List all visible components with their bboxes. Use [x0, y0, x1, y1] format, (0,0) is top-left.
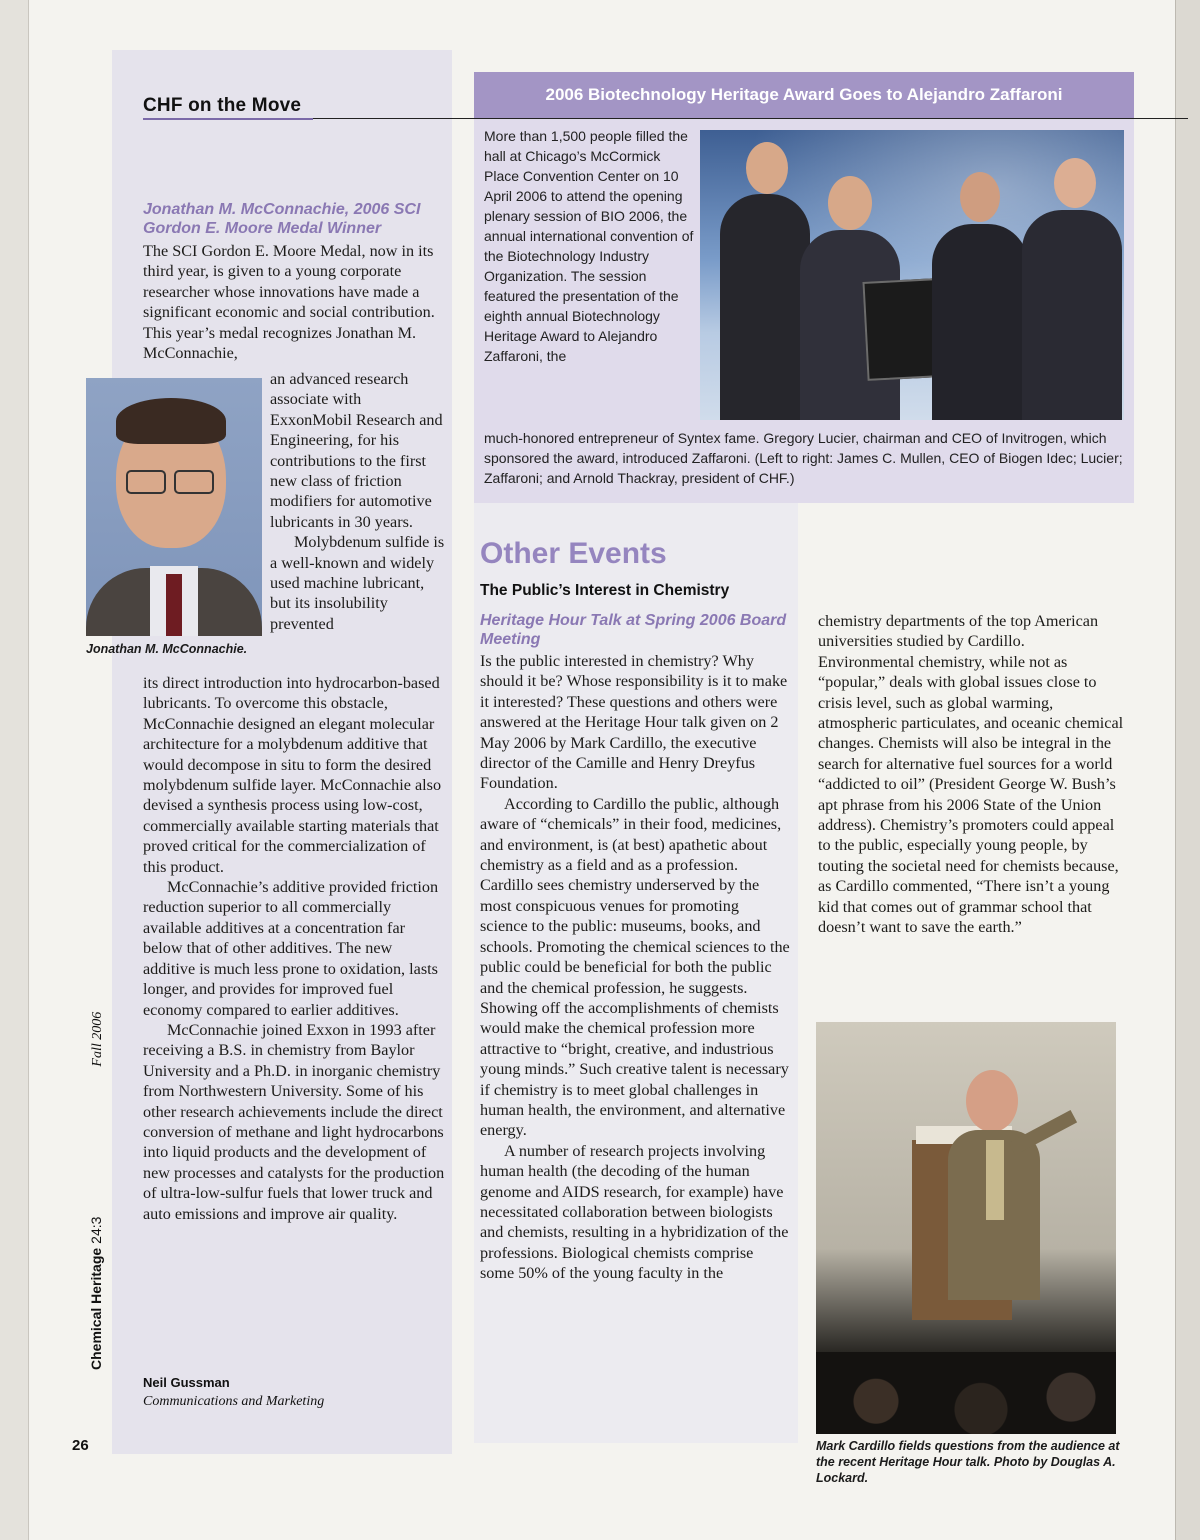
cardillo-photo	[816, 1022, 1116, 1434]
heritage-hour-para-4: chemistry departments of the top American universities studied by Cardillo. Environmental chemistry, while not as “popular,” deals with global issues close to crisis level, such as global warming, atmospheric particulates, and oceanic chemical changes. Chemists will also be integral in the search for alternative fuel sources for a world “addicted to oil” (President George W. Bush’s apt phrase from his 2006 State of the Union address). Chemistry’s promoters could appeal to the public, especially young people, by touting the societal need for chemists because, as Cardillo commented, “There isn’t a young kid that comes out of grammar school that doesn’t want to save the earth.”	[818, 612, 1124, 937]
title-underline	[143, 118, 313, 120]
issue-season: Fall 2006	[90, 1011, 105, 1067]
mcconnachie-para-1-top: The SCI Gordon E. Moore Medal, now in its third year, is given to a young corporate researcher whose innovations have made a significant economic and social contribution. This year’s medal recognizes Jonathan M. McConnachie,	[143, 242, 435, 363]
mcconnachie-main-text	[143, 673, 445, 1224]
heritage-hour-text-continued	[818, 611, 1124, 938]
heritage-hour-para-3: A number of research projects involving human health (the decoding of the human genome and AIDS research, for example) have necessitated collaboration between biologists and chemists, resulting in a hybridization of the professions. Biological chemists comprise some 50% of the young faculty in the	[480, 1141, 789, 1283]
page-number: 26	[72, 1437, 89, 1454]
heritage-hour-para-2: According to Cardillo the public, although aware of “chemicals” in their food, medicines, and environment, is (at best) apathetic about chemistry as a field and as a profession. Cardillo sees chemistry underserved by the most conspicuous venues for promoting science to the public: museums, books, and schools. Promoting the chemical sciences to the public could be beneficial for both the public and the chemical profession, he suggests. Showing off the accomplishments of chemists would make the chemical profession more attractive to “bright, creative, and industrious young minds.” Such creative talent is necessary if chemistry is to meet global challenges in human health, the environment, and alternative energy.	[480, 794, 790, 1140]
mcconnachie-para-2-rest: its direct introduction into hydrocarbon-based lubricants. To overcome this obstacle, McConnachie designed an elegant molecular architecture for a molybdenum additive that would decompose in situ to form the desired molybdenum sulfide layer. McConnachie also devised a synthesis process using low-cost, commercially available starting materials that proved critical for the commercialization of this product.	[143, 674, 442, 876]
magazine-issue-vertical	[88, 1012, 106, 1370]
mcconnachie-wrap-text	[270, 369, 446, 634]
heritage-hour-subhead: Heritage Hour Talk at Spring 2006 Board Meeting	[480, 612, 787, 648]
section-title: CHF on the Move	[143, 95, 302, 116]
heritage-hour-para-1: Is the public interested in chemistry? Why should it be? Whose responsibility is it to make it interested? These questions and others were answered at the Heritage Hour talk given on 2 May 2006 by Mark Cardillo, the executive director of the Camille and Henry Dreyfus Foundation.	[480, 652, 788, 793]
public-interest-subheading: The Public’s Interest in Chemistry	[480, 582, 730, 599]
author-role: Communications and Marketing	[143, 1394, 325, 1409]
author-name: Neil Gussman	[143, 1375, 230, 1390]
issue-number: 24:3	[88, 1216, 104, 1244]
other-events-heading: Other Events	[480, 537, 667, 570]
award-photo	[700, 130, 1124, 420]
award-text-left: More than 1,500 people filled the hall at Chicago’s McCormick Place Convention Center on 10 April 2006 to attend the opening plenary session of BIO 2006, the annual international convention of the Biotechnology Industry Organization. The session featured the presentation of the eighth annual Biotechnology Heritage Award to Alejandro Zaffaroni, the	[484, 128, 694, 364]
mcconnachie-para-3: McConnachie’s additive provided friction reduction superior to all commercially available additives at a concentration far below that of other additives. The new additive is much less prone to oxidation, lasts longer, and provides for improved fuel economy compared to earlier additives.	[143, 878, 439, 1019]
award-text-bottom: much-honored entrepreneur of Syntex fame. Gregory Lucier, chairman and CEO of Invitrogen, which sponsored the award, introduced Zaffaroni. (Left to right: James C. Mullen, CEO of Biogen Idec; Lucier; Zaffaroni; and Arnold Thackray, president of CHF.)	[484, 430, 1123, 486]
heritage-hour-text	[480, 651, 790, 1284]
page-edge-left	[0, 0, 29, 1540]
mcconnachie-para-1-wrap: an advanced research associate with ExxonMobil Research and Engineering, for his contributions to the first new class of friction modifiers for automotive lubricants in 30 years.	[270, 370, 443, 531]
magazine-name: Chemical Heritage	[88, 1247, 104, 1370]
cardillo-photo-caption: Mark Cardillo fields questions from the audience at the recent Heritage Hour talk. Photo by Douglas A. Lockard.	[816, 1439, 1120, 1485]
mcconnachie-subhead: Jonathan M. McConnachie, 2006 SCI Gordon E. Moore Medal Winner	[143, 201, 421, 237]
mcconnachie-para-4: McConnachie joined Exxon in 1993 after receiving a B.S. in chemistry from Baylor University and a Ph.D. in inorganic chemistry from Northwestern University. Some of his other research achievements include the direct conversion of methane and light hydrocarbons into liquid products and the development of new processes and catalysts for the production of ultra-low-sulfur fuels that lower truck and auto emissions and improve air quality.	[143, 1020, 445, 1223]
award-banner: 2006 Biotechnology Heritage Award Goes to Alejandro Zaffaroni	[474, 72, 1134, 118]
mcconnachie-para-2-wrap: Molybdenum sulfide is a well-known and widely used machine lubricant, but its insolubility prevented	[270, 533, 445, 633]
mcconnachie-photo-caption: Jonathan M. McConnachie.	[86, 642, 248, 656]
page-edge-right	[1175, 0, 1200, 1540]
mcconnachie-photo	[86, 378, 262, 636]
